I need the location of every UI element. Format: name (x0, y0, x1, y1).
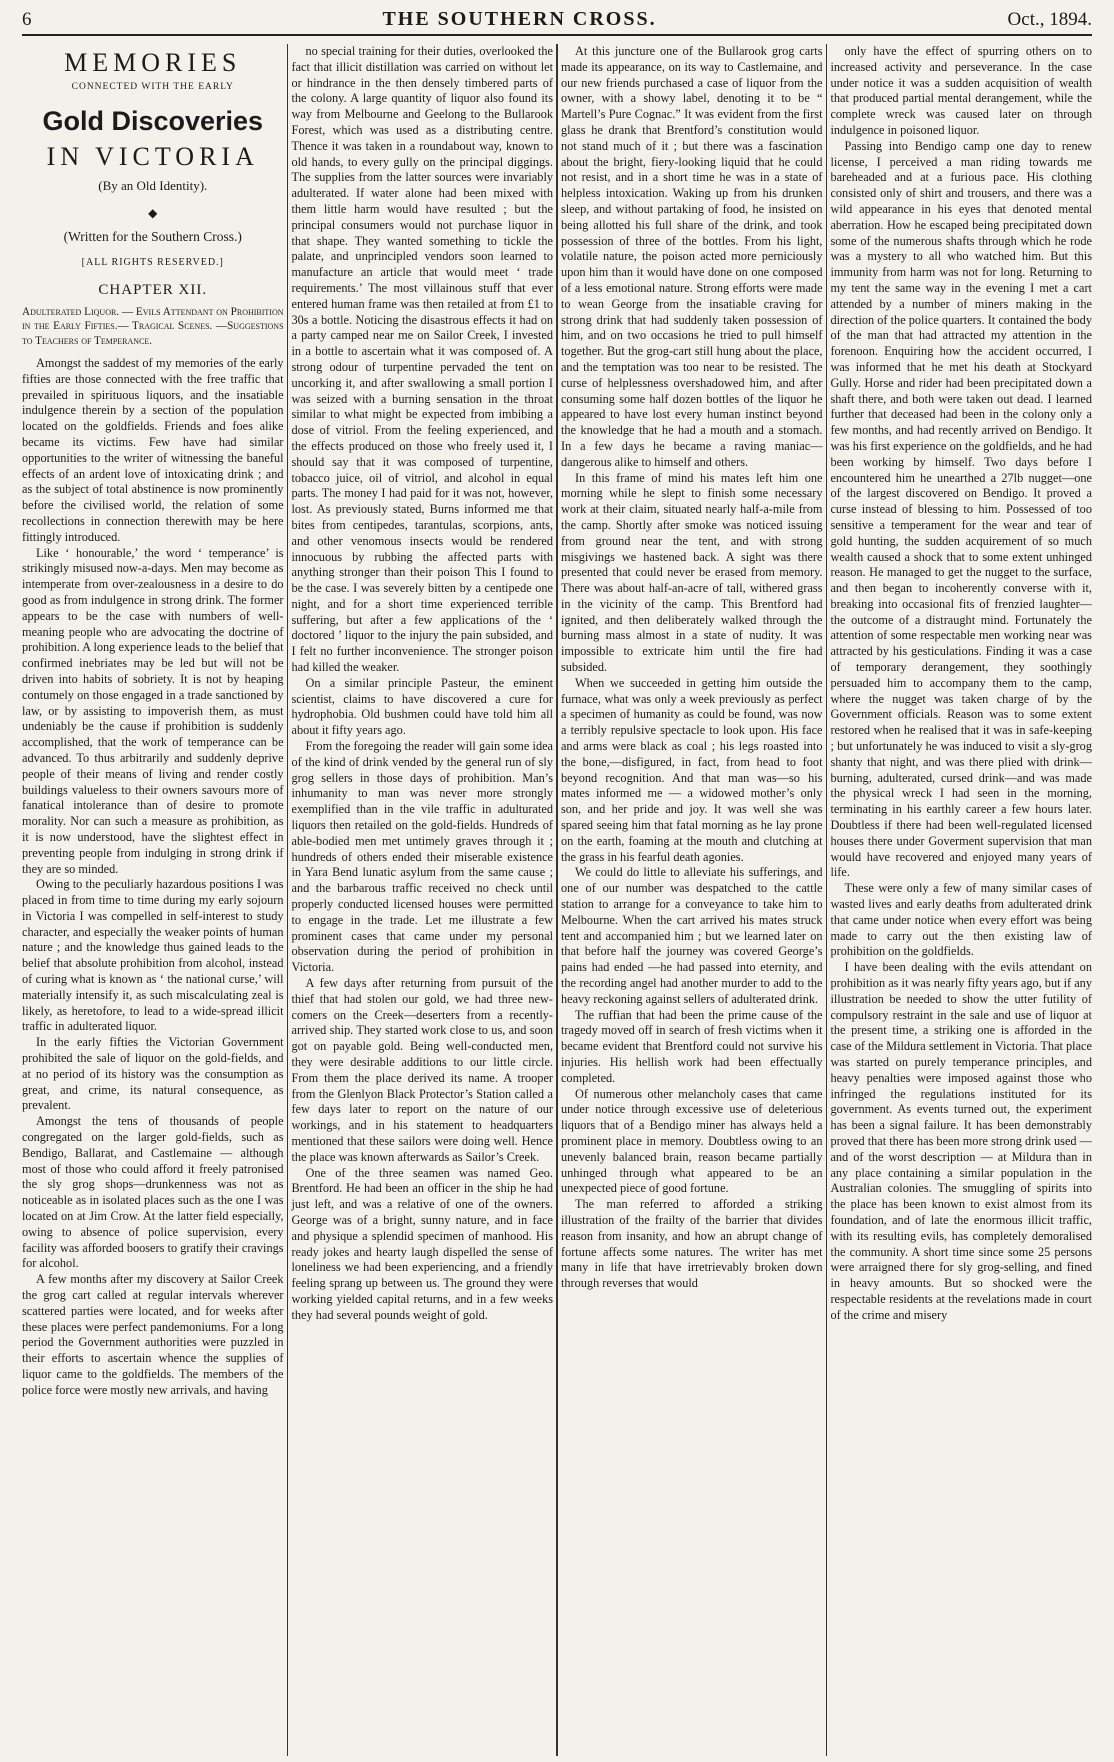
issue-date: Oct., 1894. (1007, 9, 1092, 30)
page-number: 6 (22, 9, 32, 30)
column-1 (22, 44, 284, 1756)
column-rule (826, 44, 828, 1756)
paragraph: no special training for their duties, overlooked the fact that illicit distillation was carried on without let or hindrance in the then densely timbered parts of the colony. A large quantity of liquor also found its way from Melbourne and Geelong to the Bullarook Forest, which was used as a distributing centre. Thence it was taken in a roundabout way, known to old hands, to every gully on the principal diggings. The supplies from the latter sources were invariably adulterated. If water alone had been mixed with them little harm would have resulted ; but the principal consumers would not purchase liquor in that shape. They wanted something to tickle the palate, and unprincipled vendors soon learned to manufacture an article that would meet ‘ trade requirements.’ The most villainous stuff that ever entered human frame was then retailed at from £1 to 30s a bottle. Noticing the disastrous effects it had on a party camped near me on Sailor Creek, I invested in a bottle to ascertain what it was composed of. A strong odour of turpentine pervaded the tent on uncorking it, and after swallowing a small portion I was seized with a burning sensation in the throat similar to what might be expected from imbibing a dose of vitriol. From the feeling experienced, and the effects produced on those who freely used it, I should say that it was composed of turpentine, tobacco juice, oil of vitriol, and alcohol in equal parts. The money I had paid for it was not, however, lost. As previously stated, Burns informed me that bites from centipedes, tarantulas, scorpions, ants, and other venomous insects would be rendered innocuous by rubbing the affected parts with anything stronger than their poison This I found to be the case. I was severely bitten by a centipede one night, and for a short time experienced terrible suffering, but after a few applications of the ‘ doctored ’ liquor to the injury the pain subsided, and I felt no further inconvenience. The stronger poison had killed the weaker. (291, 44, 554, 675)
paragraph: On a similar principle Pasteur, the eminent scientist, claims to have discovered a cure for hydrophobia. Old bushmen could have told him all about it fifty years ago. (291, 675, 554, 738)
paragraph: A few months after my discovery at Sailor Creek the grog cart called at regular intervals wherever scattered parties were located, and for weeks after these places were perfect pandemoniums. For a long period the Government authorities were puzzled in their efforts to ascertain whence the supplies of liquor came to the goldfields. The members of the police force were mostly new arrivals, and having (22, 1272, 284, 1397)
paragraph: Of numerous other melancholy cases that came under notice through excessive use of deleterious liquors that of a Bendigo miner has always held a prominent place in memory. Doubtless owing to an unevenly balanced brain, reason became partially unhinged through what appeared to be an unexpected piece of good fortune. (560, 1086, 823, 1196)
masthead (22, 8, 1092, 32)
paragraph: We could do little to alleviate his sufferings, and one of our number was despatched to the cattle station to arrange for a conveyance to take him to Melbourne. When the cart arrived his mates struck tent and accompanied him ; but we learned later on that before half the journey was covered George’s pains had ended —he had passed into eternity, and the recording angel had another murder to add to the heavy reckoning against sellers of adulterated drink. (560, 865, 823, 1006)
column-4-body (830, 44, 1092, 1324)
title-memories: MEMORIES (64, 48, 242, 77)
article-columns (22, 44, 1092, 1756)
title-gold-discoveries: Gold Discoveries (42, 105, 264, 136)
paragraph: From the foregoing the reader will gain some idea of the kind of drink vended by the general run of sly grog sellers in those days of prohibition. Man’s inhumanity to man was never more strongly exemplified than in the vile traffic in adulturated liquors then retailed on the gold-fields. Hundreds of able-bodied men met untimely graves through it ; hundreds of others ended their miserable existence in Yara Bend lunatic asylum from the same cause ; and the barbarous traffic received no check until properly conducted licensed houses were permitted to engage in the trade. Let me illustrate a few prominent cases that came under my personal observation during the period of prohibition in Victoria. (291, 739, 554, 975)
paragraph: Like ‘ honourable,’ the word ‘ temperance’ is strikingly misused now-a-days. Men may become as intemperate from over-zealousness in a desire to do good as from indulgence in strong drink. The former appears to be the case with numbers of well-meaning people who are advocating the doctrine of prohibition. A long experience leads to the belief that confirmed inebriates may be led but will not be driven into habits of sobriety. It is not by heaping contumely on those engaged in a trade sanctioned by law, or by assisting to impoverish them, as must undeniably be the cause if prohibition is suddenly accomplished, that the work of temperance can be advanced. To thus arbitrarily and suddenly deprive people of their means of living and render costly buildings valueless to their owners savours more of fanatical intolerance than of desire to promote morality. Nor can such a measure as prohibition, as it is now understood, have the slightest effect in preventing people from indulging in strong drink if they are so minded. (22, 545, 284, 876)
paragraph: The man referred to afforded a striking illustration of the frailty of the barrier that divides reason from insanity, and how an abrupt change of fortune affects some natures. The writer has met many in life that have irretrievably broken down through reverses that would (560, 1197, 823, 1291)
title-connected: CONNECTED WITH THE EARLY (71, 82, 234, 92)
title-in-victoria: IN VICTORIA (46, 141, 259, 171)
paragraph: only have the effect of spurring others on to increased activity and perseverance. In the case under notice it was a sudden acquisition of wealth that produced partial mental derangement, while the complete wreck was caused later on through indulgence in poisoned liquor. (830, 44, 1092, 137)
column-3 (561, 44, 823, 1756)
column-2 (291, 44, 553, 1756)
column-1-body (22, 356, 284, 1399)
column-4 (830, 44, 1092, 1756)
paper-title: THE SOUTHERN CROSS. (382, 8, 657, 30)
byline: (By an Old Identity). (98, 177, 208, 193)
column-rule (287, 44, 289, 1756)
article-header (22, 48, 284, 299)
rights-reserved: [ALL RIGHTS RESERVED.] (81, 257, 224, 269)
paragraph: Amongst the tens of thousands of people congregated on the larger gold-fields, such as Bendigo, Ballarat, and Castlemaine — although most of those who could afford it freely patronised the sly grog shops—drunkenness was not as noticeable as in isolated places such as the one I was located on at Jim Crow. At the latter field especially, owing to absence of police supervision, every facility was afforded boosers to gratify their cravings for alcohol. (22, 1114, 284, 1271)
column-rule (556, 44, 558, 1756)
paragraph: The ruffian that had been the prime cause of the tragedy moved off in search of fresh victims when it became evident that Brentford could not survive his injuries. His hellish work had been effectually completed. (560, 1007, 823, 1085)
column-2-body (291, 44, 553, 1324)
ornament-divider: ◆ (148, 205, 158, 220)
paragraph: A few days after returning from pursuit of the thief that had stolen our gold, we had three new-comers on the Creek—deserters from a recently-arrived ship. They started work close to us, and soon got on payable gold. Being well-conducted men, they were desirable additions to our little circle. From them the place derived its name. A trooper from the Glenlyon Black Protector’s Station called a few days later to report on the nature of our workings, and in his statement to headquarters mentioned that these sailors were doing well. Hence the place was known afterwards as Sailor’s Creek. (291, 976, 554, 1164)
paragraph: Owing to the peculiarly hazardous positions I was placed in from time to time during my early sojourn in Victoria I was compelled in self-interest to study character, and especially the weaker points of human nature ; and the knowledge thus gained leads to the belief that absolute prohibition from alcohol, instead of curing what is known as ‘ the national curse,’ will materially intensify it, as such miscalculating zeal is likely, as heretofore, to lead to a wide-spread illicit traffic in adulterated liquor. (22, 877, 284, 1034)
masthead-rule (22, 34, 1092, 36)
paragraph: At this juncture one of the Bullarook grog carts made its appearance, on its way to Castlemaine, and our new friends purchased a case of liquor from the owner, with a showy label, denoting it to be “ Martell’s Pure Cognac.” It was evident from the first glass he drank that Brentford’s constitution would not stand much of it ; but there was a fascination about the bright, fiery-looking liquid that he could not resist, and in a short time he was in a state of helpless intoxication. Waking up from his drunken sleep, and without partaking of food, he insisted on being allotted his full share of the drink, and took possession of three of the bottles. From his light, volatile nature, the poison acted more perniciously upon him than it would have done on one composed of a less emotional nature. Strong efforts were made to wean George from the insatiable craving for strong drink that had suddenly taken possession of him, and on two occasions he tried to pull himself together. But the grog-cart still hung about the place, and the temptation was too near to be resisted. The curse of helplessness overshadowed him, and after consuming some half dozen bottles of the liquor he appeared to have lost every human instinct beyond the knowledge that he had a mouth and a stomach. In a few days he became a raving maniac—dangerous alike to himself and others. (560, 44, 823, 469)
paragraph: In the early fifties the Victorian Government prohibited the sale of liquor on the gold-fields, and at no period of its history was the consumption as great, and crime, its natural consequence, as prevalent. (22, 1035, 284, 1113)
column-3-body (561, 44, 823, 1292)
paragraph: When we succeeded in getting him outside the furnace, what was only a week previously as perfect a specimen of humanity as could be found, was now a terribly repulsive spectacle to look upon. His face and arms were black as coal ; his legs roasted into the bone,—disfigured, in fact, from head to foot beyond recognition. And that man was—so his mates informed me — a widowed mother’s only son, and her pride and joy. It was well she was spared seeing him that fatal morning as he lay prone on the earth, foaming at the mouth and clutching at the grass in his fearful death agonies. (560, 675, 823, 864)
chapter-heading: CHAPTER XII. (98, 281, 208, 298)
written-for-note: (Written for the Southern Cross.) (63, 229, 242, 245)
paragraph: Passing into Bendigo camp one day to renew license, I perceived a man riding towards me bareheaded and at a furious pace. His clothing consisted only of shirt and trousers, and there was a wild appearance in his eyes that denoted mental aberration. How he escaped being precipitated down some of the numerous shafts through which he rode was a mystery to all who watched him. But this immunity from harm was not for long. Returning to my tent the same way in the evening I met a cart attended by a number of miners making in the direction of the police quarters. It contained the body of the man that had attracted my attention in the forenoon. Enquiring how the accident occurred, I was informed that he met his death at Stockyard Gully. Horse and rider had been precipitated down a shaft there, and both were taken out dead. I learned further that deceased had been in the colony only a few months, and had recently arrived on Bendigo. It was his first experience on the goldfields, and he had been working by himself. Two days before I encountered him he unearthed a 27lb nugget—one of the largest discovered on Bendigo. It proved a curse instead of blessing to him. Possessed of too sensitive a temperament for the wear and tear of gold hunting, the sudden acquirement of so much wealth caused a shock that to some extent unhinged reason. He managed to get the nugget to the surface, and then began to incoherently converse with it, breaking into occasional fits of frenzied laughter—the outcome of a distraught mind. Fortunately the attention of some respectable men working near was attracted by his gesticulations. Finding it was a case of temporary derangement, they soothingly persuaded him to accompany them to the camp, where the nugget was taken charge of by the Government officials. Reason was to some extent restored when he realised that it was in safe-keeping ; but unfortunately he was induced to visit a sly-grog shanty that night, and was there plied with drink—burning, adulterated, cursed drink—and was made the physical wreck I had seen in the morning, terminating in his earthly career a few hours later. Doubtless if there had been well-regulated licensed houses there under Goverment supervision that man would have recovered and enjoyed many years of life. (830, 138, 1092, 880)
paragraph: One of the three seamen was named Geo. Brentford. He had been an officer in the ship he had just left, and was a relative of one of the owners. George was of a bright, sunny nature, and in face and physique a splendid specimen of manhood. His ready jokes and hearty laugh dispelled the sense of loneliness we had been experiencing, and a friendly feeling sprang up between us. The ground they were working yielded capital returns, and in a few weeks they had several pounds weight of gold. (291, 1165, 554, 1322)
paragraph: These were only a few of many similar cases of wasted lives and early deaths from adulterated drink that came under notice when every effort was being made to carry out the then existing law of prohibition on the goldfields. (830, 881, 1092, 959)
paragraph: In this frame of mind his mates left him one morning while he slept to finish some necessary work at their claim, situated nearly half-a-mile from the camp. Shortly after smoke was noticed issuing from ground near the tent, and with strong misgivings we hastened back. A sight was there presented that could never be erased from memory. There was about half-an-acre of tall, withered grass in the vicinity of the camp. This Brentford had ignited, and then deliberately walked through the burning mass almost in a state of nudity. It was impossible to extricate him until the fire had subsided. (560, 470, 823, 675)
paragraph: I have been dealing with the evils attendant on prohibition as it was nearly fifty years ago, but if any illustration be needed to show the utter futility of compulsory restraint in the sale and use of liquor at the present time, a striking one is afforded in the case of the Mildura settlement in Victoria. That place was started on purely temperance principles, and heavy penalties were imposed against those who infringed the regulations instituted for its government. As events turned out, the experiment has been a signal failure. It has been demonstrably proved that there has been more strong drink used — and of the worst description — at Mildura than in any place containing a similar population in the Australian colonies. The smuggling of spirits into the place has been known to exist almost from its foundation, and of late the enormous illicit traffic, with its resulting evils, has completely demoralised the community. A short time since some 25 persons were arraigned there for sly grog-selling, and fined in heavy amounts. But so shocked were the respectable residents at the revelations made in court of the crime and misery (830, 960, 1092, 1322)
chapter-synopsis: Adulterated Liquor. — Evils Attendant on Prohibition in the Early Fifties.— Tragical Scenes. —Suggestions to Teachers of Temperance. (22, 305, 284, 347)
paragraph: Amongst the saddest of my memories of the early fifties are those connected with the free traffic that prevailed in spirituous liquors, and the insatiable indulgence therein by a section of the population located on the goldfields. Friends and foes alike became its victims. Few have had similar opportunities to the writer of witnessing the baneful effects of an ardent love of intoxicating drink ; and as the subject of total abstinence is now prominently before the civilised world, the relation of some recollections in connection therewith may be here fittingly introduced. (22, 356, 284, 544)
